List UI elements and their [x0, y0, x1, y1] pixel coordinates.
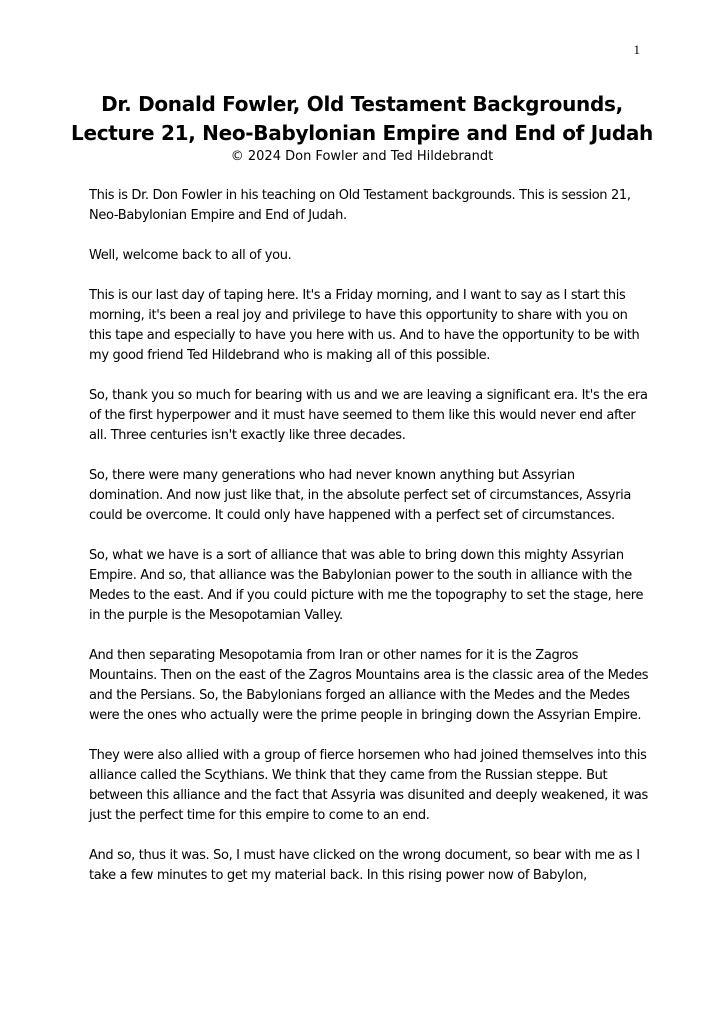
paragraph: And so, thus it was. So, I must have clicked on the wrong document, so bear with me as I take a few minutes to get my material back. In this rising power now of Babylon, [89, 848, 640, 883]
page-number: 1 [633, 42, 640, 57]
paragraph: And then separating Mesopotamia from Iran or other names for it is the Zagros Mountains. Then on the east of the Zagros Mountains area is the classic area of the Medes and the Persians. So, the Babylonians forged an alliance with the Medes and the Medes were the ones who actually were the prime people in bringing down the Assyrian Empire. [89, 648, 649, 723]
copyright-notice: © 2024 Don Fowler and Ted Hildebrandt [230, 149, 494, 164]
paragraph: So, thank you so much for bearing with us and we are leaving a significant era. It's the era of the first hyperpower and it must have seemed to them like this would never end after all. Three centuries isn't exactly like three decades. [89, 388, 648, 443]
paragraph: Well, welcome back to all of you. [89, 248, 292, 263]
paragraph: So, what we have is a sort of alliance that was able to bring down this mighty Assyrian Empire. And so, that alliance was the Babylonian power to the south in alliance with the Medes to the east. And if you could picture with me the topography to set the stage, here in the purple is the Mesopotamian Valley. [89, 548, 644, 623]
paragraph: So, there were many generations who had never known anything but Assyrian domination. And now just like that, in the absolute perfect set of circumstances, Assyria could be overcome. It could only have happened with a perfect set of circumstances. [89, 468, 631, 523]
paragraph: This is our last day of taping here. It's a Friday morning, and I want to say as I start this morning, it's been a real joy and privilege to have this opportunity to share with you on this tape and especially to have you here with us. And to have the opportunity to be with my good friend Ted Hildebrand who is making all of this possible. [89, 288, 640, 363]
title-block [0, 90, 724, 166]
document-title-line-1: Dr. Donald Fowler, Old Testament Backgrounds, [101, 92, 623, 116]
paragraph: They were also allied with a group of fierce horsemen who had joined themselves into this alliance called the Scythians. We think that they came from the Russian steppe. But between this alliance and the fact that Assyria was disunited and deeply weakened, it was just the perfect time for this empire to come to an end. [89, 748, 648, 823]
transcript-body [89, 186, 649, 906]
paragraph: This is Dr. Don Fowler in his teaching on Old Testament backgrounds. This is session 21, Neo-Babylonian Empire and End of Judah. [89, 188, 631, 223]
document-title-line-2: Lecture 21, Neo-Babylonian Empire and End of Judah [71, 121, 653, 145]
